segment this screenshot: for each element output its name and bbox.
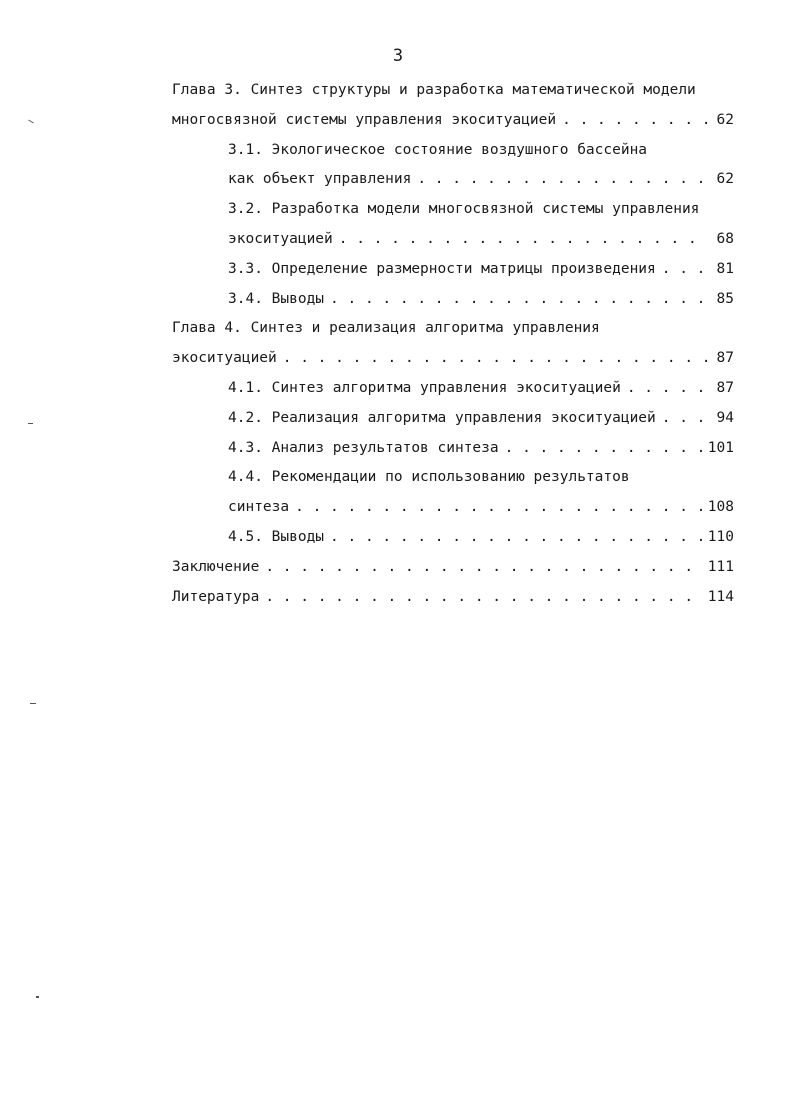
toc-section-3-3 — [172, 255, 734, 285]
dot-leader — [562, 106, 708, 136]
toc-section-4-1 — [172, 374, 734, 404]
dot-leader — [505, 434, 704, 464]
dot-leader — [339, 225, 708, 255]
toc-entry-text: 4.5. Выводы — [228, 528, 325, 545]
dot-leader — [417, 165, 708, 195]
toc-chapter-3-title: Глава 3. Синтез структуры и разработка математической модели — [172, 82, 696, 98]
toc-page-number: 87 — [716, 350, 734, 367]
dot-leader — [330, 285, 708, 315]
toc-page-number: 110 — [707, 528, 734, 545]
toc-entry-text: синтеза — [228, 499, 290, 516]
toc-page-number: 101 — [707, 439, 734, 456]
dot-leader — [627, 374, 708, 404]
toc-chapter-3-title-end — [172, 106, 734, 136]
toc-section-4-2 — [172, 404, 734, 434]
toc-section-3-2 — [172, 225, 734, 255]
toc-page-number: 108 — [707, 499, 734, 516]
toc-section-4-3 — [172, 434, 734, 464]
toc-entry-text: 4.3. Анализ результатов синтеза — [228, 439, 499, 456]
toc-section-4-4 — [172, 493, 734, 523]
toc-page-number: 94 — [716, 409, 734, 426]
toc-entry-text: экоситуацией — [172, 350, 277, 367]
toc-chapter-4-title-end — [172, 344, 734, 374]
dot-leader — [330, 523, 704, 553]
toc-page-number: 85 — [716, 290, 734, 307]
toc-entry-text: 4.1. Синтез алгоритма управления экоситуацией — [228, 379, 621, 396]
toc-page-number: 114 — [707, 588, 734, 605]
dot-leader — [662, 404, 708, 434]
toc-section-3-4 — [172, 285, 734, 315]
toc-section-3-1-title: 3.1. Экологическое состояние воздушного бассейна — [228, 141, 648, 158]
dot-leader — [265, 583, 703, 613]
toc-entry-text: как объект управления — [228, 171, 412, 188]
scan-mark — [28, 120, 34, 124]
toc-section-3-2-title: 3.2. Разработка модели многосвязной системы управления — [228, 201, 700, 218]
toc-entry-text: 3.4. Выводы — [228, 290, 325, 307]
toc-entry-text: многосвязной системы управления экоситуацией — [172, 111, 557, 128]
dot-leader — [662, 255, 708, 285]
toc-chapter-4-title: Глава 4. Синтез и реализация алгоритма управления — [172, 320, 600, 337]
page-number: 3 — [392, 46, 404, 66]
toc-entry-text: 3.3. Определение размерности матрицы произведения — [228, 260, 656, 277]
toc-page-number: 81 — [716, 260, 734, 277]
scan-mark — [30, 703, 36, 704]
dot-leader — [283, 344, 708, 374]
toc-page-number: 62 — [716, 111, 734, 128]
table-of-contents — [172, 76, 734, 612]
toc-page-number: 68 — [716, 230, 734, 247]
toc-entry-text: Заключение — [172, 558, 260, 575]
toc-page-number: 62 — [716, 171, 734, 188]
dot-leader — [295, 493, 704, 523]
toc-page-number: 87 — [716, 379, 734, 396]
scan-mark — [28, 423, 33, 424]
toc-entry-text: экоситуацией — [228, 230, 333, 247]
toc-section-3-1 — [172, 165, 734, 195]
toc-conclusion — [172, 553, 734, 583]
toc-entry-text: 4.2. Реализация алгоритма управления экоситуацией — [228, 409, 656, 426]
dot-leader — [265, 553, 703, 583]
toc-entry-text: Литература — [172, 588, 260, 605]
scan-mark — [36, 996, 39, 998]
toc-literature — [172, 583, 734, 613]
toc-page-number: 111 — [707, 558, 734, 575]
toc-section-4-5 — [172, 523, 734, 553]
toc-section-4-4-title: 4.4. Рекомендации по использованию результатов — [228, 469, 630, 486]
